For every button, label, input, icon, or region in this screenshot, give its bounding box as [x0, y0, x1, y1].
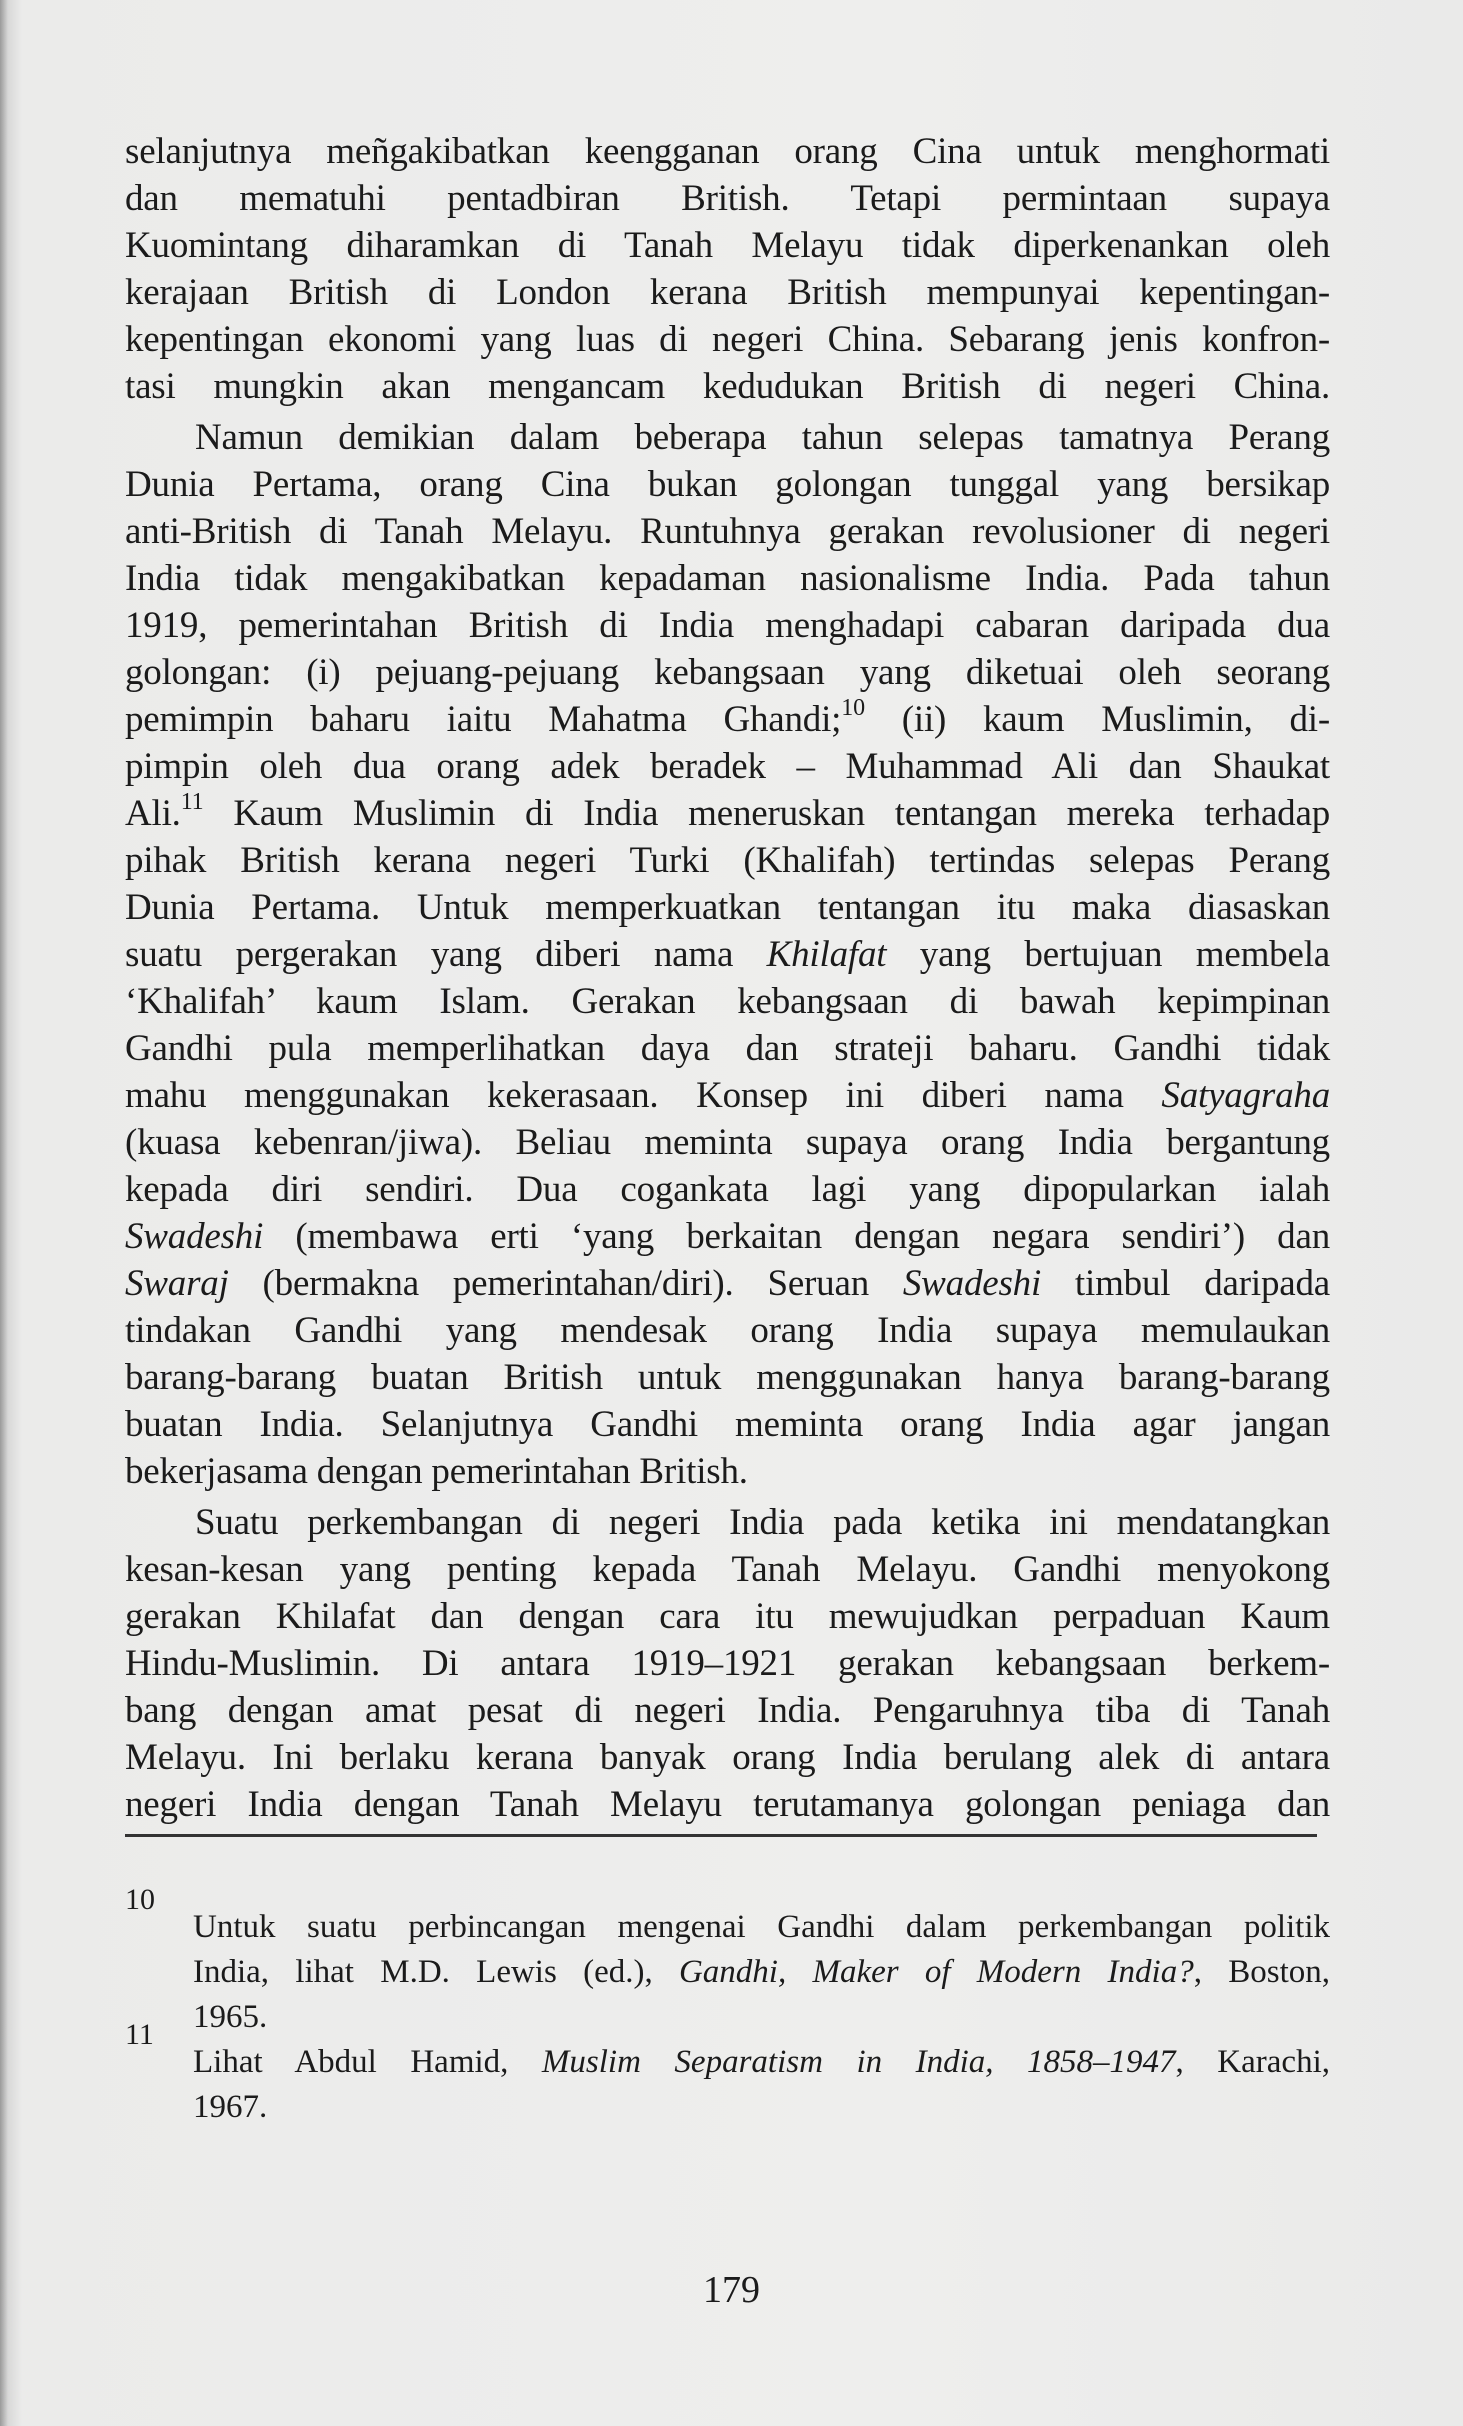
text-segment: yang bertujuan membela: [886, 934, 1330, 975]
footnote-reference[interactable]: 10: [841, 695, 865, 721]
text-segment: 1967.: [193, 2089, 268, 2125]
text-segment: Dunia Pertama. Untuk memperkuatkan tentangan itu maka diasaskan: [125, 887, 1330, 928]
text-line: [125, 1119, 1330, 1166]
italic-text: Gandhi, Maker of Modern India?: [678, 1954, 1194, 1990]
text-line: [125, 1499, 1330, 1546]
text-line: [125, 508, 1330, 555]
text-segment: Melayu. Ini berlaku kerana banyak orang India berulang alek di antara: [125, 1737, 1330, 1778]
text-line: [125, 1025, 1330, 1072]
text-segment: anti-British di Tanah Melayu. Runtuhnya gerakan revolusioner di negeri: [125, 511, 1330, 552]
text-segment: tasi mungkin akan mengancam kedudukan British di negeri China.: [125, 366, 1330, 407]
text-segment: Suatu perkembangan di negeri India pada ketika ini mendatangkan: [195, 1502, 1330, 1543]
footnote-line: [193, 2040, 1330, 2085]
text-line: [125, 649, 1330, 696]
text-line: [125, 1734, 1330, 1781]
text-segment: kerajaan British di London kerana British mempunyai kepentingan-: [125, 272, 1330, 313]
text-segment: suatu pergerakan yang diberi nama: [125, 934, 767, 975]
text-line: [125, 222, 1330, 269]
italic-text: Muslim Separatism in India, 1858–1947: [541, 2044, 1176, 2080]
text-line: [125, 269, 1330, 316]
text-segment: Hindu-Muslimin. Di antara 1919–1921 gerakan kebangsaan berkem-: [125, 1643, 1330, 1684]
text-line: [125, 175, 1330, 222]
footnote-line: [193, 1995, 1330, 2040]
footnote-reference[interactable]: 11: [180, 789, 204, 815]
text-segment: mahu menggunakan kekerasaan. Konsep ini diberi nama: [125, 1075, 1162, 1116]
footnote: [125, 2018, 1330, 2130]
text-line: [125, 1307, 1330, 1354]
text-line: [125, 414, 1330, 461]
text-line: [125, 743, 1330, 790]
text-segment: 1965.: [193, 1999, 268, 2035]
text-segment: selanjutnya meñgakibatkan keengganan orang Cina untuk menghormati: [125, 131, 1330, 172]
footnote: [125, 1883, 1330, 2040]
text-segment: Kuomintang diharamkan di Tanah Melayu tidak diperkenankan oleh: [125, 225, 1330, 266]
text-segment: ‘Khalifah’ kaum Islam. Gerakan kebangsaan di bawah kepimpinan: [125, 981, 1330, 1022]
text-segment: golongan: (i) pejuang-pejuang kebangsaan yang diketuai oleh seorang: [125, 652, 1330, 693]
italic-text: Khilafat: [766, 934, 887, 975]
text-segment: (kuasa kebenran/jiwa). Beliau meminta supaya orang India bergantung: [125, 1122, 1330, 1163]
text-segment: gerakan Khilafat dan dengan cara itu mewujudkan perpaduan Kaum: [125, 1596, 1330, 1637]
text-line: [125, 461, 1330, 508]
text-segment: India tidak mengakibatkan kepadaman nasionalisme India. Pada tahun: [125, 558, 1330, 599]
text-line: [125, 1354, 1330, 1401]
text-segment: tindakan Gandhi yang mendesak orang India supaya memulaukan: [125, 1310, 1330, 1351]
text-line: [125, 363, 1330, 410]
text-segment: kepentingan ekonomi yang luas di negeri China. Sebarang jenis konfron-: [125, 319, 1330, 360]
text-segment: dan mematuhi pentadbiran British. Tetapi permintaan supaya: [125, 178, 1330, 219]
text-segment: 1919, pemerintahan British di India menghadapi cabaran daripada dua: [125, 605, 1330, 646]
page-number: 179: [703, 2269, 760, 2311]
text-segment: timbul daripada: [1041, 1263, 1330, 1304]
footnote-line: [193, 1950, 1330, 1995]
text-segment: buatan India. Selanjutnya Gandhi meminta orang India agar jangan: [125, 1404, 1330, 1445]
text-segment: Untuk suatu perbincangan mengenai Gandhi dalam perkembangan politik: [193, 1909, 1330, 1945]
text-line: [125, 1546, 1330, 1593]
text-line: [125, 128, 1330, 175]
text-segment: pimpin oleh dua orang adek beradek – Muhammad Ali dan Shaukat: [125, 746, 1330, 787]
footnote-number: 10: [125, 1883, 155, 1916]
text-line: [125, 316, 1330, 363]
italic-text: Satyagraha: [1161, 1075, 1330, 1116]
text-line: [125, 1593, 1330, 1640]
text-line: [125, 1640, 1330, 1687]
italic-text: Swadeshi: [125, 1216, 264, 1257]
text-segment: kesan-kesan yang penting kepada Tanah Melayu. Gandhi menyokong: [125, 1549, 1330, 1590]
text-line: [125, 1781, 1330, 1828]
text-line: [125, 790, 1330, 837]
text-line: [125, 555, 1330, 602]
text-segment: India, lihat M.D. Lewis (ed.),: [193, 1954, 679, 1990]
text-segment: (bermakna pemerintahan/diri). Seruan: [228, 1263, 903, 1304]
text-line: [125, 931, 1330, 978]
italic-text: Swaraj: [125, 1263, 229, 1304]
text-segment: (ii) kaum Muslimin, di-: [864, 699, 1331, 740]
text-line: [125, 696, 1330, 743]
text-line: [125, 837, 1330, 884]
text-line: [125, 602, 1330, 649]
text-line: [125, 1072, 1330, 1119]
text-segment: , Boston,: [1193, 1954, 1330, 1990]
text-segment: pihak British kerana negeri Turki (Khalifah) tertindas selepas Perang: [125, 840, 1330, 881]
text-segment: (membawa erti ‘yang berkaitan dengan negara sendiri’) dan: [263, 1216, 1330, 1257]
text-segment: Gandhi pula memperlihatkan daya dan strateji baharu. Gandhi tidak: [125, 1028, 1330, 1069]
italic-text: Swadeshi: [902, 1263, 1042, 1304]
footnote-divider: [125, 1834, 1317, 1837]
text-line: [125, 978, 1330, 1025]
text-line: [125, 1213, 1330, 1260]
footnote-number: 11: [125, 2018, 154, 2051]
body-text: [125, 128, 1330, 1832]
text-segment: kepada diri sendiri. Dua cogankata lagi yang dipopularkan ialah: [125, 1169, 1330, 1210]
text-segment: Namun demikian dalam beberapa tahun selepas tamatnya Perang: [195, 417, 1330, 458]
paragraph: [125, 414, 1330, 1495]
paragraph: [125, 128, 1330, 410]
text-segment: pemimpin baharu iaitu Mahatma Ghandi;: [125, 699, 842, 740]
text-segment: Dunia Pertama, orang Cina bukan golongan tunggal yang bersikap: [125, 464, 1330, 505]
text-segment: Ali.: [125, 793, 181, 834]
text-segment: bang dengan amat pesat di negeri India. Pengaruhnya tiba di Tanah: [125, 1690, 1330, 1731]
text-segment: , Karachi,: [1175, 2044, 1330, 2080]
text-line: [125, 1166, 1330, 1213]
text-line: [125, 1401, 1330, 1448]
footnote-line: [193, 1905, 1330, 1950]
text-segment: barang-barang buatan British untuk menggunakan hanya barang-barang: [125, 1357, 1330, 1398]
footnote-line: [193, 2085, 1330, 2130]
paragraph: [125, 1499, 1330, 1828]
text-line: [125, 1687, 1330, 1734]
text-segment: negeri India dengan Tanah Melayu terutamanya golongan peniaga dan: [125, 1784, 1330, 1825]
text-segment: Lihat Abdul Hamid,: [193, 2044, 542, 2080]
text-line: [125, 1448, 1330, 1495]
text-line: [125, 1260, 1330, 1307]
text-segment: bekerjasama dengan pemerintahan British.: [125, 1451, 748, 1492]
text-line: [125, 884, 1330, 931]
text-segment: Kaum Muslimin di India meneruskan tentangan mereka terhadap: [203, 793, 1330, 834]
